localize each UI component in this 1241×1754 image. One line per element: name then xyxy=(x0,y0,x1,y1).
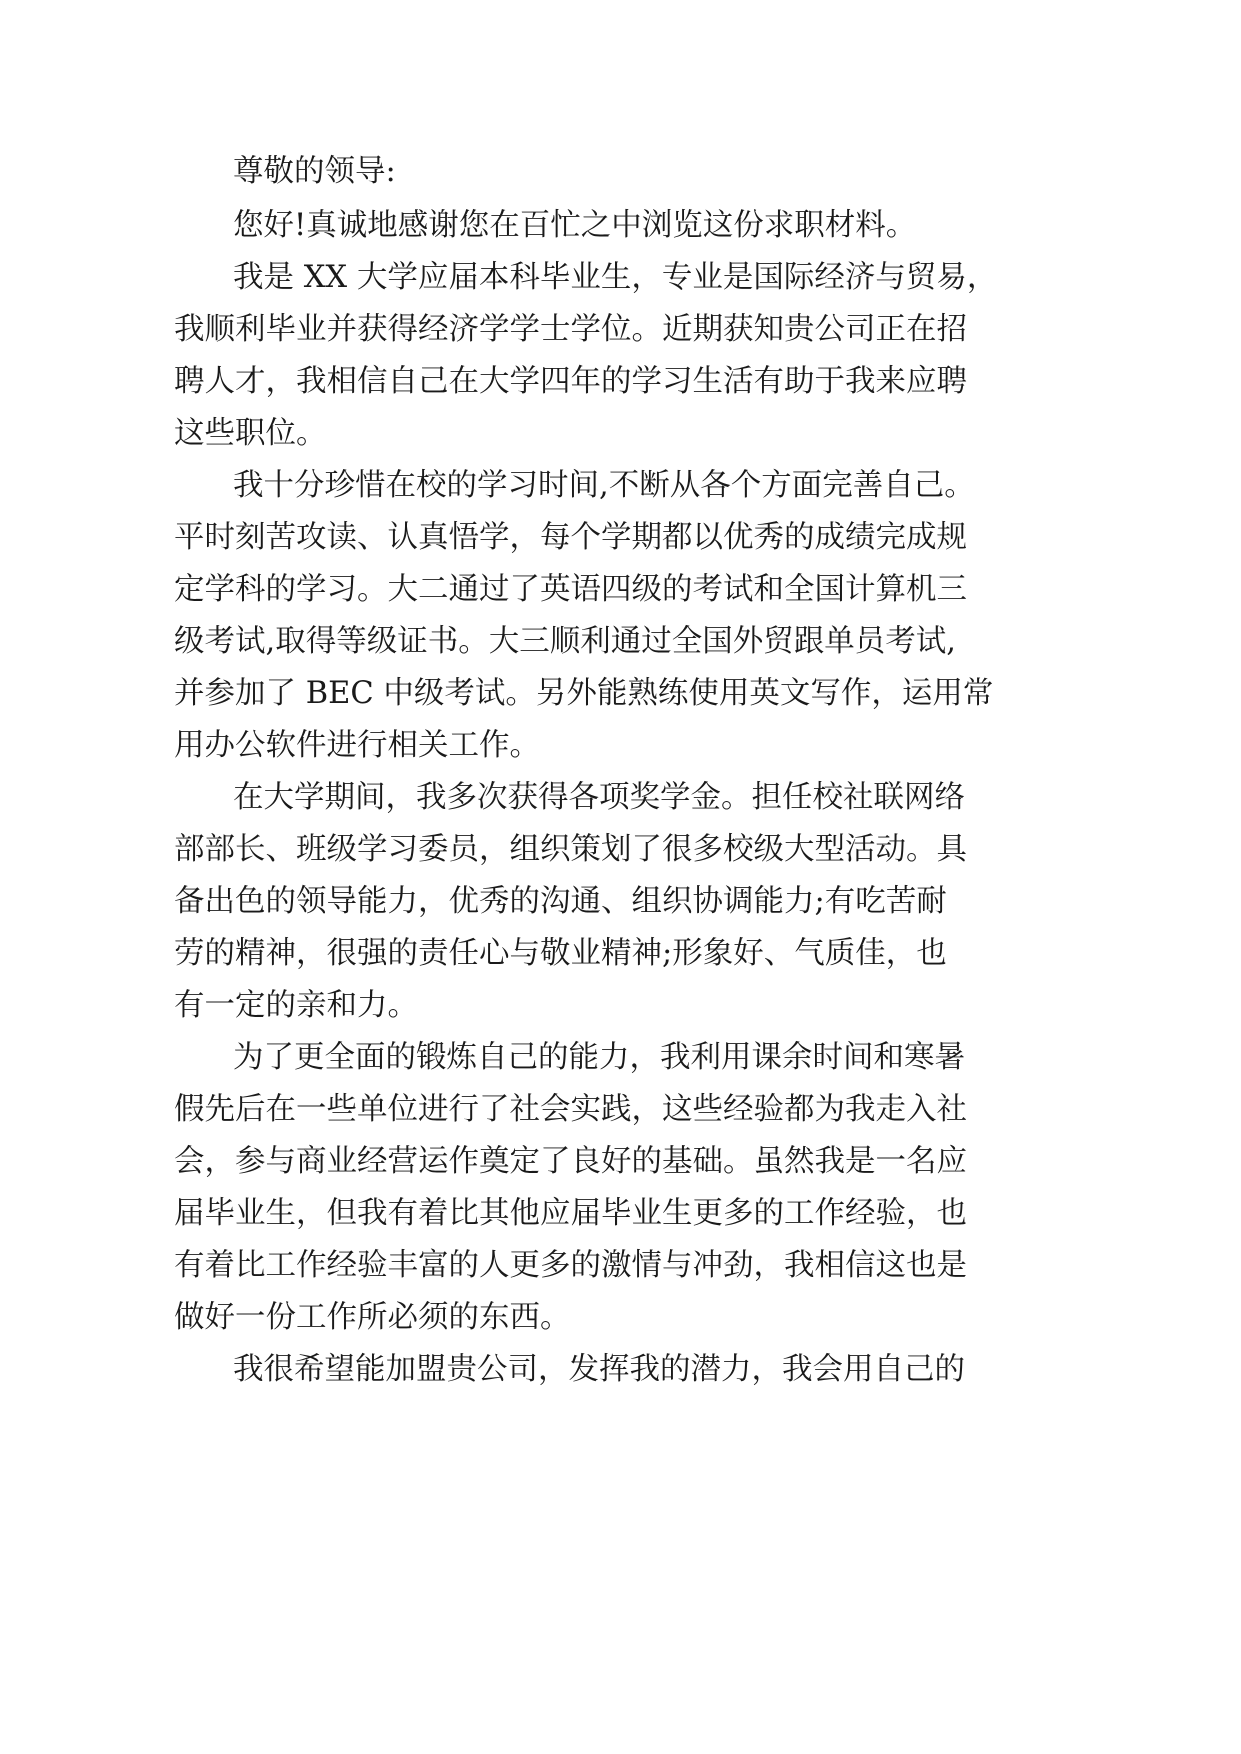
paragraph-2-line-1: 我十分珍惜在校的学习时间,不断从各个方面完善自己。 xyxy=(233,468,975,503)
paragraph-3-line-3: 备出色的领导能力，优秀的沟通、组织协调能力;有吃苦耐 xyxy=(174,884,947,919)
paragraph-1-line-4: 这些职位。 xyxy=(174,416,327,451)
paragraph-2-line-2: 平时刻苦攻读、认真悟学，每个学期都以优秀的成绩完成规 xyxy=(174,520,967,555)
paragraph-3-line-5: 有一定的亲和力。 xyxy=(174,988,418,1023)
paragraph-3-line-4: 劳的精神，很强的责任心与敬业精神;形象好、气质佳，也 xyxy=(174,936,947,971)
paragraph-4-line-1: 为了更全面的锻炼自己的能力，我利用课余时间和寒暑 xyxy=(233,1040,965,1075)
paragraph-4-line-4: 届毕业生，但我有着比其他应届毕业生更多的工作经验，也 xyxy=(174,1196,967,1231)
paragraph-2-line-4: 级考试,取得等级证书。大三顺利通过全国外贸跟单员考试, xyxy=(174,624,956,659)
paragraph-3-line-1: 在大学期间，我多次获得各项奖学金。担任校社联网络 xyxy=(233,780,965,815)
salutation: 尊敬的领导: xyxy=(233,154,396,189)
paragraph-4-line-3: 会，参与商业经营运作奠定了良好的基础。虽然我是一名应 xyxy=(174,1144,967,1179)
paragraph-4-line-5: 有着比工作经验丰富的人更多的激情与冲劲，我相信这也是 xyxy=(174,1248,967,1283)
paragraph-4-line-6: 做好一份工作所必须的东西。 xyxy=(174,1300,571,1335)
greeting-line: 您好!真诚地感谢您在百忙之中浏览这份求职材料。 xyxy=(233,208,917,243)
paragraph-2-line-6: 用办公软件进行相关工作。 xyxy=(174,728,540,763)
paragraph-1-line-3: 聘人才，我相信自己在大学四年的学习生活有助于我来应聘 xyxy=(174,364,967,399)
paragraph-2-line-3: 定学科的学习。大二通过了英语四级的考试和全国计算机三 xyxy=(174,572,967,607)
paragraph-5-line-1: 我很希望能加盟贵公司，发挥我的潜力，我会用自己的 xyxy=(233,1352,965,1387)
paragraph-1-line-1: 我是 XX 大学应届本科毕业生，专业是国际经济与贸易， xyxy=(233,260,998,295)
paragraph-4-line-2: 假先后在一些单位进行了社会实践，这些经验都为我走入社 xyxy=(174,1092,967,1127)
paragraph-2-line-5: 并参加了 BEC 中级考试。另外能熟练使用英文写作，运用常 xyxy=(174,676,994,711)
paragraph-3-line-2: 部部长、班级学习委员，组织策划了很多校级大型活动。具 xyxy=(174,832,967,867)
paragraph-1-line-2: 我顺利毕业并获得经济学学士学位。近期获知贵公司正在招 xyxy=(174,312,967,347)
